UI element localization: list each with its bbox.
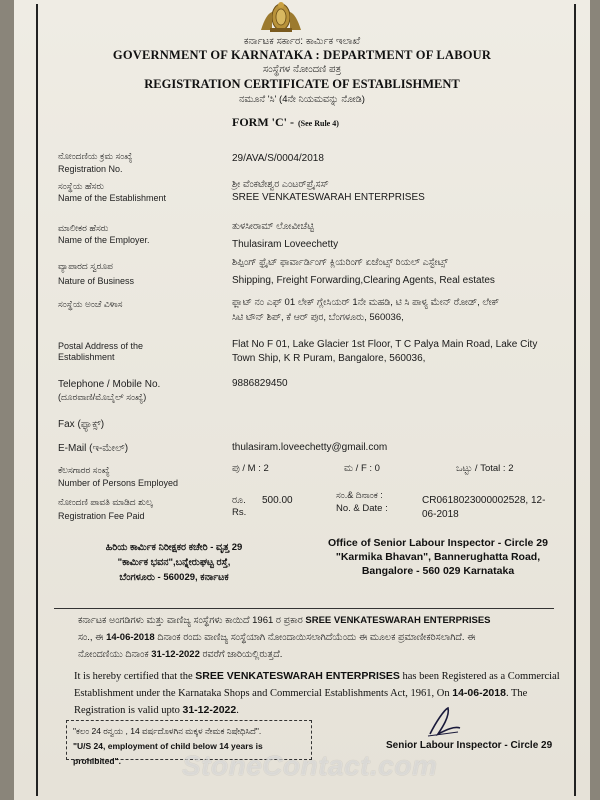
address-label-kn: ಸಂಸ್ಥೆಯ ಅಂಚೆ ವಿಳಾಸ bbox=[58, 299, 123, 309]
phone-label: Telephone / Mobile No. bbox=[58, 379, 161, 390]
cert-en-part4: . bbox=[236, 705, 239, 716]
certification-kannada bbox=[78, 612, 556, 663]
signature-mark-icon bbox=[424, 704, 464, 740]
cert-kn-part4: ನೋಂದಣಿಯು ದಿನಾಂಕ bbox=[78, 649, 149, 660]
fee-rs-kn: ರೂ. bbox=[232, 495, 246, 506]
no-date-value-line1: CR0618023000002528, 12- bbox=[422, 495, 546, 506]
address-label-line2: Establishment bbox=[58, 352, 115, 362]
employer-label-kn: ಮಾಲೀಕರ ಹೆಸರು bbox=[58, 223, 109, 233]
office-en-line2: "Karmika Bhavan", Bannerughatta Road, bbox=[335, 551, 541, 563]
watermark: StoneContact.com bbox=[182, 750, 438, 781]
certification-english bbox=[74, 668, 564, 719]
address-value-kn-line2: ಸಿಟಿ ಟೌನ್ ಶಿಪ್, ಕೆ ಆರ್ ಪುರ, ಬೆಂಗಳೂರು, 560036, bbox=[232, 312, 404, 323]
establishment-value: SREE VENKATESWARAH ENTERPRISES bbox=[232, 192, 425, 203]
office-kn-line3: ಬೆಂಗಳೂರು - 560029, ಕರ್ನಾಟಕ bbox=[119, 572, 229, 583]
form-label: FORM 'C' - bbox=[232, 115, 294, 129]
establishment-value-kn: ಶ್ರೀ ವೆಂಕಟೇಶ್ವರ ಎಂಟರ್‌ಪ್ರೈಸಸ್ bbox=[232, 179, 329, 190]
header-registration-title: REGISTRATION CERTIFICATE OF ESTABLISHMENT bbox=[144, 77, 460, 91]
form-title bbox=[232, 113, 339, 131]
cert-kn-part2: ಸಂ., ಈ bbox=[78, 632, 104, 643]
employer-value-kn: ತುಳಸೀರಾಮ್ ಲೋವೀಚೆಟ್ಟಿ bbox=[232, 221, 315, 232]
fee-label-kn: ನೋಂದಣಿ ಪಾವತಿ ಮಾಡಿದ ಶುಲ್ಕ bbox=[58, 497, 153, 507]
cert-en-date2: 31-12-2022 bbox=[182, 704, 237, 716]
cert-kn-part3: ದಿನಾಂಕ ರಂದು ವಾಣಿಜ್ಯ ಸಂಸ್ಥೆಯಾಗಿ ನೋಂದಾಯಿಸಲಾಗಿದೆಯೆಂದು ಈ ಮೂಲಕ ಪ್ರಮಾಣೀಕರಿಸಲಾಗಿದೆ. ಈ bbox=[157, 632, 476, 643]
cert-kn-date2: 31-12-2022 bbox=[151, 649, 200, 660]
office-en-line3: Bangalore - 560 029 Karnataka bbox=[361, 565, 515, 577]
fax-label: Fax (ಫ್ಯಾಕ್ಸ್) bbox=[58, 419, 105, 430]
office-kn-line2: "ಕಾರ್ಮಿಕ ಭವನ",ಬನ್ನೇರುಘಟ್ಟ ರಸ್ತೆ, bbox=[117, 557, 231, 568]
notice-kannada: "ಕಲಂ 24 ರನ್ವಯ , 14 ವರ್ಷದೊಳಗಿನ ಮಕ್ಕಳ ನೇಮಕ ನಿಷೇಧಿಸಿದೆ". bbox=[73, 726, 262, 736]
section-divider bbox=[54, 608, 554, 609]
cert-kn-date1: 14-06-2018 bbox=[106, 632, 155, 643]
phone-label-kn: (ದೂರವಾಣಿ/ಮೊಬೈಲ್ ಸಂಖ್ಯೆ) bbox=[58, 392, 147, 402]
office-address-kannada bbox=[64, 540, 284, 585]
header-government: GOVERNMENT OF KARNATAKA : DEPARTMENT OF LABOUR bbox=[112, 48, 492, 62]
employer-value: Thulasiram Loveechetty bbox=[232, 239, 339, 250]
office-en-line1: Office of Senior Labour Inspector - Circle 29 bbox=[328, 537, 548, 549]
persons-label: Number of Persons Employed bbox=[58, 478, 179, 488]
business-value: Shipping, Freight Forwarding,Clearing Agents, Real estates bbox=[232, 275, 495, 286]
fee-rs: Rs. bbox=[232, 507, 247, 518]
employer-label: Name of the Employer. bbox=[58, 235, 150, 245]
certificate-paper bbox=[14, 0, 590, 800]
reg-no-value: 29/AVA/S/0004/2018 bbox=[232, 153, 324, 164]
cert-en-part3: . The Registration is valid upto bbox=[74, 688, 528, 716]
reg-no-label-kn: ನೋಂದಣಿಯ ಕ್ರಮ ಸಂಖ್ಯೆ bbox=[58, 151, 133, 161]
cert-en-date1: 14-06-2018 bbox=[452, 687, 506, 699]
persons-male: ಪು / M : 2 bbox=[232, 463, 269, 474]
address-value-kn-line1: ಫ್ಲಾಟ್ ನಂ ಎಫ್ 01 ಲೇಕ್ ಗ್ಲೇಸಿಯರ್ 1ನೇ ಮಹಡಿ, ಟಿ ಸಿ ಪಾಳ್ಯ ಮೇನ್ ರೋಡ್, ಲೇಕ್ bbox=[232, 297, 500, 308]
no-date-label-kn: ಸಂ.& ದಿನಾಂಕ : bbox=[336, 490, 383, 500]
no-date-value-line2: 06-2018 bbox=[422, 509, 459, 520]
no-date-label: No. & Date : bbox=[336, 503, 388, 514]
rule-reference: (See Rule 4) bbox=[298, 119, 339, 128]
business-label: Nature of Business bbox=[58, 276, 135, 286]
cert-en-name: SREE VENKATESWARAH ENTERPRISES bbox=[195, 670, 400, 682]
address-label-line1: Postal Address of the bbox=[58, 341, 144, 351]
email-value: thulasiram.loveechetty@gmail.com bbox=[232, 442, 388, 453]
state-emblem-icon bbox=[258, 0, 304, 34]
header-form-kannada: ನಮೂನೆ 'ಸಿ' (4ನೇ ನಿಯಮವನ್ನು ನೋಡಿ) bbox=[239, 94, 365, 105]
signature-label: Senior Labour Inspector - Circle 29 bbox=[386, 740, 553, 751]
cert-en-part1: It is hereby certified that the bbox=[74, 671, 193, 682]
fee-label: Registration Fee Paid bbox=[58, 511, 145, 521]
notice-english: "U/S 24, employment of child below 14 years is prohibited". bbox=[73, 741, 263, 766]
persons-female: ಮ / F : 0 bbox=[344, 463, 380, 474]
establishment-label: Name of the Establishment bbox=[58, 193, 167, 203]
header-registration-kannada: ಸಂಸ್ಥೆಗಳ ನೋಂದಣಿ ಪತ್ರ bbox=[262, 64, 342, 75]
reg-no-label: Registration No. bbox=[58, 164, 123, 174]
address-value-line2: Town Ship, K R Puram, Bangalore, 560036, bbox=[232, 353, 426, 364]
establishment-label-kn: ಸಂಸ್ಥೆಯ ಹೆಸರು bbox=[58, 181, 104, 191]
header-state-kannada: ಕರ್ನಾಟಕ ಸರ್ಕಾರ: ಕಾರ್ಮಿಕ ಇಲಾಖೆ bbox=[243, 36, 361, 47]
persons-total: ಒಟ್ಟು / Total : 2 bbox=[456, 463, 514, 474]
email-label: E-Mail (ಇ-ಮೇಲ್) bbox=[58, 443, 129, 454]
office-kn-line1: ಹಿರಿಯ ಕಾರ್ಮಿಕ ನಿರೀಕ್ಷಕರ ಕಚೇರಿ - ವೃತ್ತ 29 bbox=[105, 542, 243, 553]
cert-en-part2: has been Registered as a Commercial Establishment under the Karnataka Shops and Commercial Establishments Act, 1961, On bbox=[74, 671, 560, 699]
cert-kn-part1: ಕರ್ನಾಟಕ ಅಂಗಡಿಗಳು ಮತ್ತು ವಾಣಿಜ್ಯ ಸಂಸ್ಥೆಗಳು ಕಾಯಿದೆ 1961 ರ ಪ್ರಕಾರ bbox=[78, 615, 303, 626]
fee-value: 500.00 bbox=[262, 495, 293, 506]
business-value-kn: ಶಿಪ್ಪಿಂಗ್ ಫ್ರೈಟ್ ಫಾರ್ವಾರ್ಡಿಂಗ್ ಕ್ಲಿಯರಿಂಗ್ ಏಜೆಂಟ್ಸ್ ರಿಯಲ್ ಎಸ್ಟೇಟ್ಸ್ bbox=[232, 257, 448, 268]
cert-kn-part5: ರವರೆಗೆ ಜಾರಿಯಲ್ಲಿರುತ್ತದೆ. bbox=[202, 649, 283, 660]
business-label-kn: ವ್ಯಾಪಾರದ ಸ್ವರೂಪ bbox=[58, 261, 113, 271]
persons-label-kn: ಕೆಲಸಗಾರರ ಸಂಖ್ಯೆ bbox=[58, 465, 110, 475]
phone-value: 9886829450 bbox=[232, 378, 288, 389]
address-value-line1: Flat No F 01, Lake Glacier 1st Floor, T C Palya Main Road, Lake City bbox=[232, 339, 538, 350]
cert-kn-name: SREE VENKATESWARAH ENTERPRISES bbox=[305, 615, 491, 626]
office-address-english bbox=[320, 536, 556, 578]
